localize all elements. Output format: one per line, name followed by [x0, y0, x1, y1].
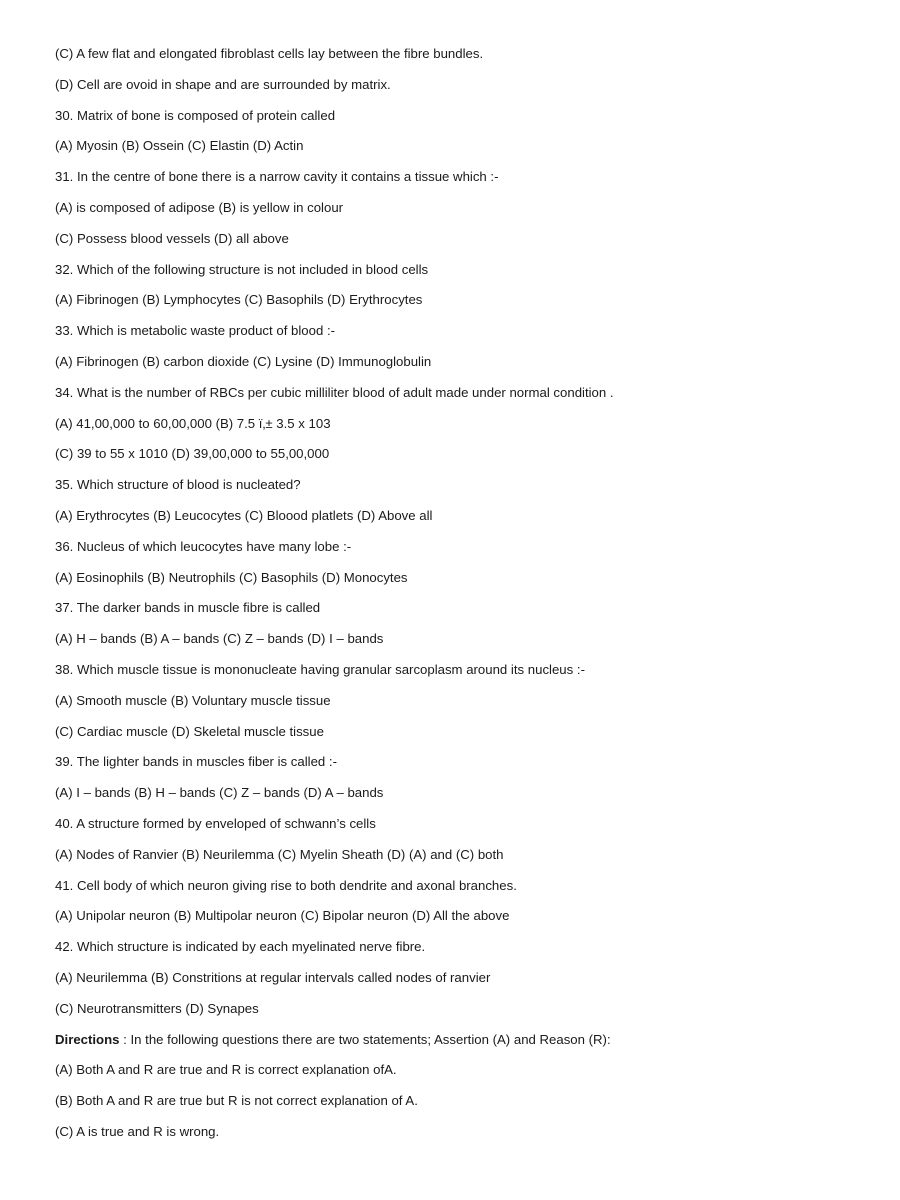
question-line: 33. Which is metabolic waste product of blood :- [55, 323, 336, 339]
text-line: (C) A few flat and elongated fibroblast cells lay between the fibre bundles. [55, 46, 484, 61]
question-line: 36. Nucleus of which leucocytes have many lobe :- [55, 538, 352, 554]
assertion-option: (B) Both A and R are true but R is not correct explanation of A. [55, 1093, 418, 1109]
options-line: (C) Neurotransmitters (D) Synapes [55, 1000, 259, 1016]
text-line: (D) Cell are ovoid in shape and are surrounded by matrix. [55, 76, 391, 92]
assertion-option: (A) Both A and R are true and R is correct explanation ofA. [55, 1062, 397, 1078]
question-line: 37. The darker bands in muscle fibre is called [55, 600, 321, 616]
question-line: 39. The lighter bands in muscles fiber is called :- [55, 754, 337, 770]
options-line: (A) Fibrinogen (B) carbon dioxide (C) Lysine (D) Immunoglobulin [55, 353, 432, 369]
options-line: (A) Eosinophils (B) Neutrophils (C) Basophils (D) Monocytes [55, 569, 408, 585]
question-line: 38. Which muscle tissue is mononucleate having granular sarcoplasm around its nucleus :- [55, 661, 585, 677]
document-page [55, 46, 875, 1155]
options-line: (A) 41,00,000 to 60,00,000 (B) 7.5 ï‚± 3.5 x 103 [55, 415, 331, 431]
options-line: (A) is composed of adipose (B) is yellow in colour [55, 199, 344, 215]
options-line: (C) 39 to 55 x 1010 (D) 39,00,000 to 55,00,000 [55, 446, 330, 462]
question-line: 34. What is the number of RBCs per cubic milliliter blood of adult made under normal condition . [55, 384, 614, 400]
question-line: 41. Cell body of which neuron giving rise to both dendrite and axonal branches. [55, 877, 517, 893]
options-line: (A) Erythrocytes (B) Leucocytes (C) Bloood platlets (D) Above all [55, 507, 433, 523]
options-line: (A) H – bands (B) A – bands (C) Z – bands (D) I – bands [55, 631, 384, 647]
directions-line [55, 1032, 875, 1048]
directions-label: Directions [55, 1031, 120, 1047]
options-line: (A) Smooth muscle (B) Voluntary muscle tissue [55, 692, 331, 708]
directions-text: : In the following questions there are two statements; Assertion (A) and Reason (R): [119, 1031, 611, 1047]
options-line: (C) Cardiac muscle (D) Skeletal muscle tissue [55, 723, 324, 739]
options-line: (A) Nodes of Ranvier (B) Neurilemma (C) Myelin Sheath (D) (A) and (C) both [55, 846, 504, 862]
options-line: (A) Unipolar neuron (B) Multipolar neuron (C) Bipolar neuron (D) All the above [55, 908, 510, 924]
assertion-option: (C) A is true and R is wrong. [55, 1123, 220, 1139]
question-line: 35. Which structure of blood is nucleated? [55, 477, 301, 493]
options-line: (C) Possess blood vessels (D) all above [55, 230, 289, 246]
question-line: 42. Which structure is indicated by each myelinated nerve fibre. [55, 939, 426, 955]
question-line: 30. Matrix of bone is composed of protein called [55, 107, 336, 123]
options-line: (A) Neurilemma (B) Constritions at regular intervals called nodes of ranvier [55, 969, 491, 985]
options-line: (A) Fibrinogen (B) Lymphocytes (C) Basophils (D) Erythrocytes [55, 292, 423, 308]
question-line: 31. In the centre of bone there is a narrow cavity it contains a tissue which :- [55, 169, 499, 185]
options-line: (A) Myosin (B) Ossein (C) Elastin (D) Actin [55, 138, 304, 154]
options-line: (A) I – bands (B) H – bands (C) Z – bands (D) A – bands [55, 785, 384, 801]
question-line: 32. Which of the following structure is not included in blood cells [55, 261, 429, 277]
question-line: 40. A structure formed by enveloped of schwann’s cells [55, 815, 376, 831]
